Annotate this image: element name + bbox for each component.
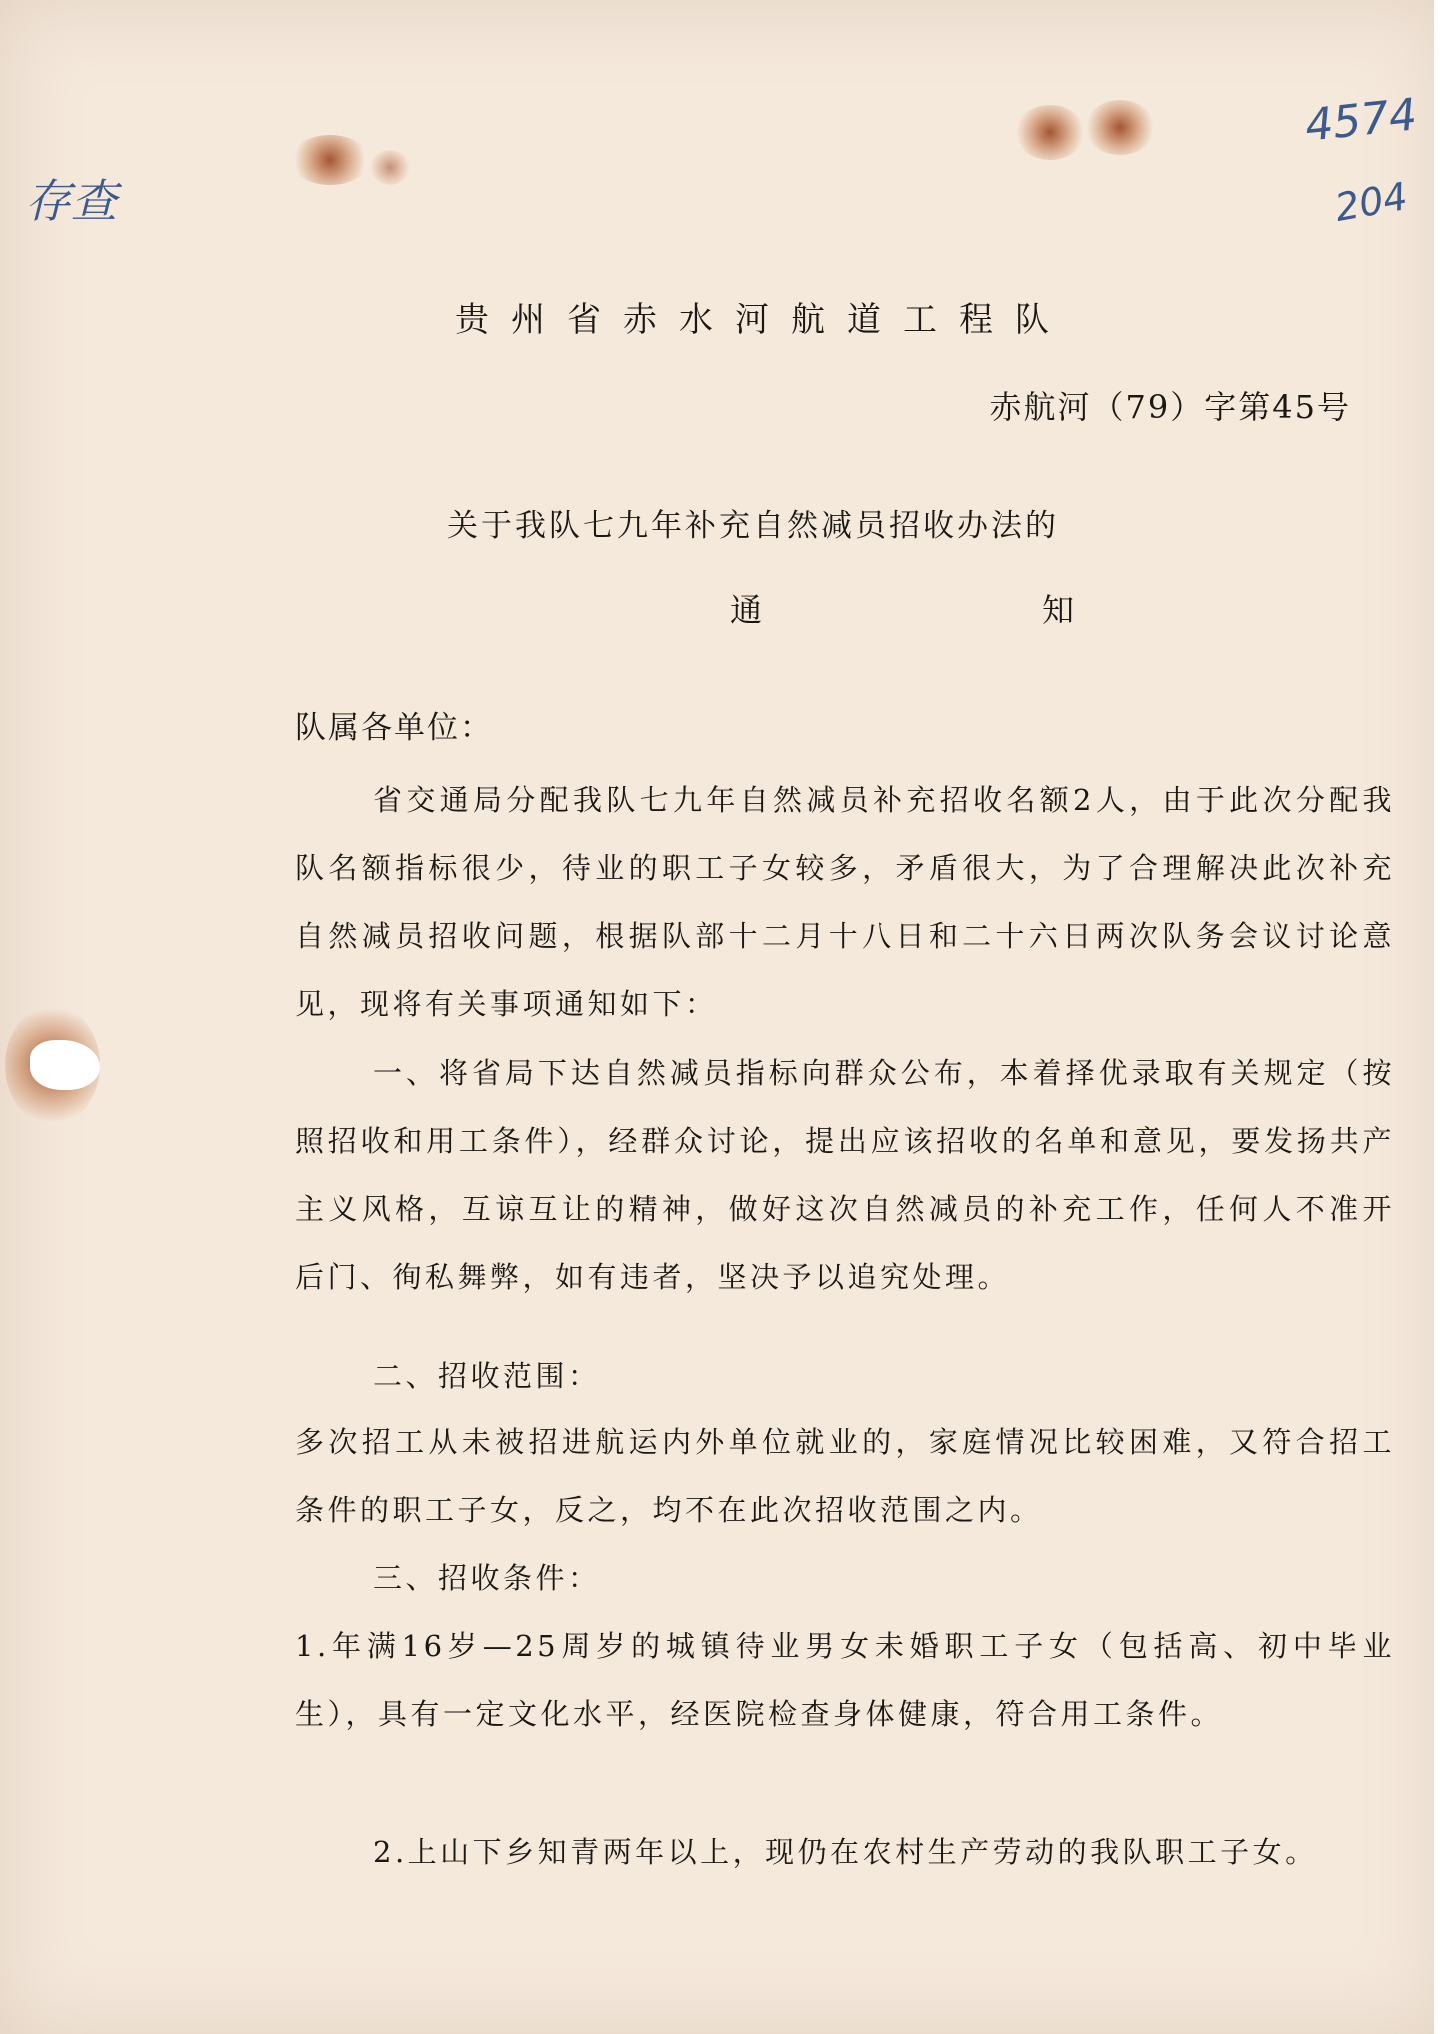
section-heading-3: 三、招收条件： bbox=[373, 1561, 601, 1595]
rust-stain-top-left-small bbox=[370, 150, 410, 185]
section-heading-2: 二、招收范围： bbox=[373, 1359, 601, 1393]
document-heading: 通知 bbox=[730, 591, 1355, 629]
body-paragraph-5: 2.上山下乡知青两年以上，现仍在农村生产劳动的我队职工子女。 bbox=[373, 1835, 1318, 1869]
body-paragraph-2: 一、将省局下达自然减员指标向群众公布，本着择优录取有关规定（按照招收和用工条件），经群众讨论，提出应该招收的名单和意见，要发扬共产主义风格，互谅互让的精神，做好这次自然减员的补充工作，任何人不准开后门、徇私舞弊，如有违者，坚决予以追究处理。 bbox=[295, 1056, 1395, 1294]
torn-edge bbox=[30, 1040, 100, 1090]
handwritten-note-archive: 存查 bbox=[25, 174, 117, 228]
organization-name: 贵州省赤水河航道工程队 bbox=[455, 300, 1071, 340]
document-number: 赤航河（79）字第45号 bbox=[989, 388, 1351, 426]
body-paragraph-3: 多次招工从未被招进航运内外单位就业的，家庭情况比较困难，又符合招工条件的职工子女，反之，均不在此次招收范围之内。 bbox=[295, 1425, 1395, 1527]
rust-stain-top-left bbox=[290, 135, 370, 185]
rust-stain-top-right-2 bbox=[1085, 100, 1155, 155]
handwritten-page-number: 204 bbox=[1331, 174, 1411, 230]
salutation: 队属各单位： bbox=[295, 710, 493, 746]
body-paragraph-4: 1.年满16岁—25周岁的城镇待业男女未婚职工子女（包括高、初中毕业生），具有一定文化水平，经医院检查身体健康，符合用工条件。 bbox=[295, 1629, 1395, 1731]
rust-stain-top-right bbox=[1015, 105, 1085, 160]
handwritten-note-code: 4574 bbox=[1302, 89, 1420, 152]
body-paragraph-1: 省交通局分配我队七九年自然减员补充招收名额2人，由于此次分配我队名额指标很少，待业的职工子女较多，矛盾很大，为了合理解决此次补充自然减员招收问题，根据队部十二月十八日和二十六日两次队务会议讨论意见，现将有关事项通知如下： bbox=[295, 783, 1395, 1021]
document-subject: 关于我队七九年补充自然减员招收办法的 bbox=[447, 508, 1059, 544]
